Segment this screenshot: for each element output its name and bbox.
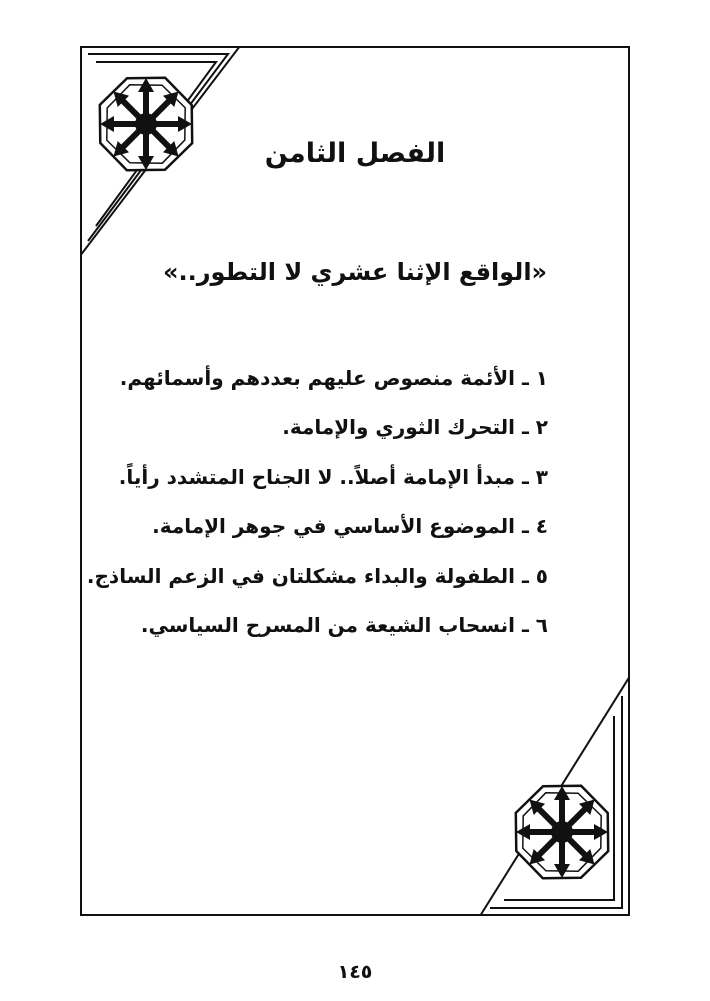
- chapter-title: الفصل الثامن: [264, 138, 446, 169]
- page-number: ١٤٥: [337, 961, 373, 983]
- list-item: ٢ ـ التحرك الثوري والإمامة.: [282, 415, 548, 440]
- chapter-contents-list: [86, 360, 548, 656]
- list-item: ١ ـ الأئمة منصوص عليهم بعددهم وأسمائهم.: [119, 366, 548, 390]
- star-medallion-icon: [81, 59, 212, 190]
- list-item: ٥ ـ الطفولة والبداء مشكلتان في الزعم الساذج.: [86, 563, 548, 588]
- list-item: ٣ ـ مبدأ الإمامة أصلاً.. لا الجناح المتشدد رأياً.: [118, 464, 548, 489]
- chapter-subtitle: «الواقع الإثنا عشري لا التطور..»: [162, 258, 548, 286]
- corner-ornament-bottom-right: [460, 676, 630, 916]
- list-item: ٤ ـ الموضوع الأساسي في جوهر الإمامة.: [152, 514, 548, 539]
- list-item: ٦ ـ انسحاب الشيعة من المسرح السياسي.: [140, 612, 548, 637]
- star-medallion-icon: [497, 767, 628, 898]
